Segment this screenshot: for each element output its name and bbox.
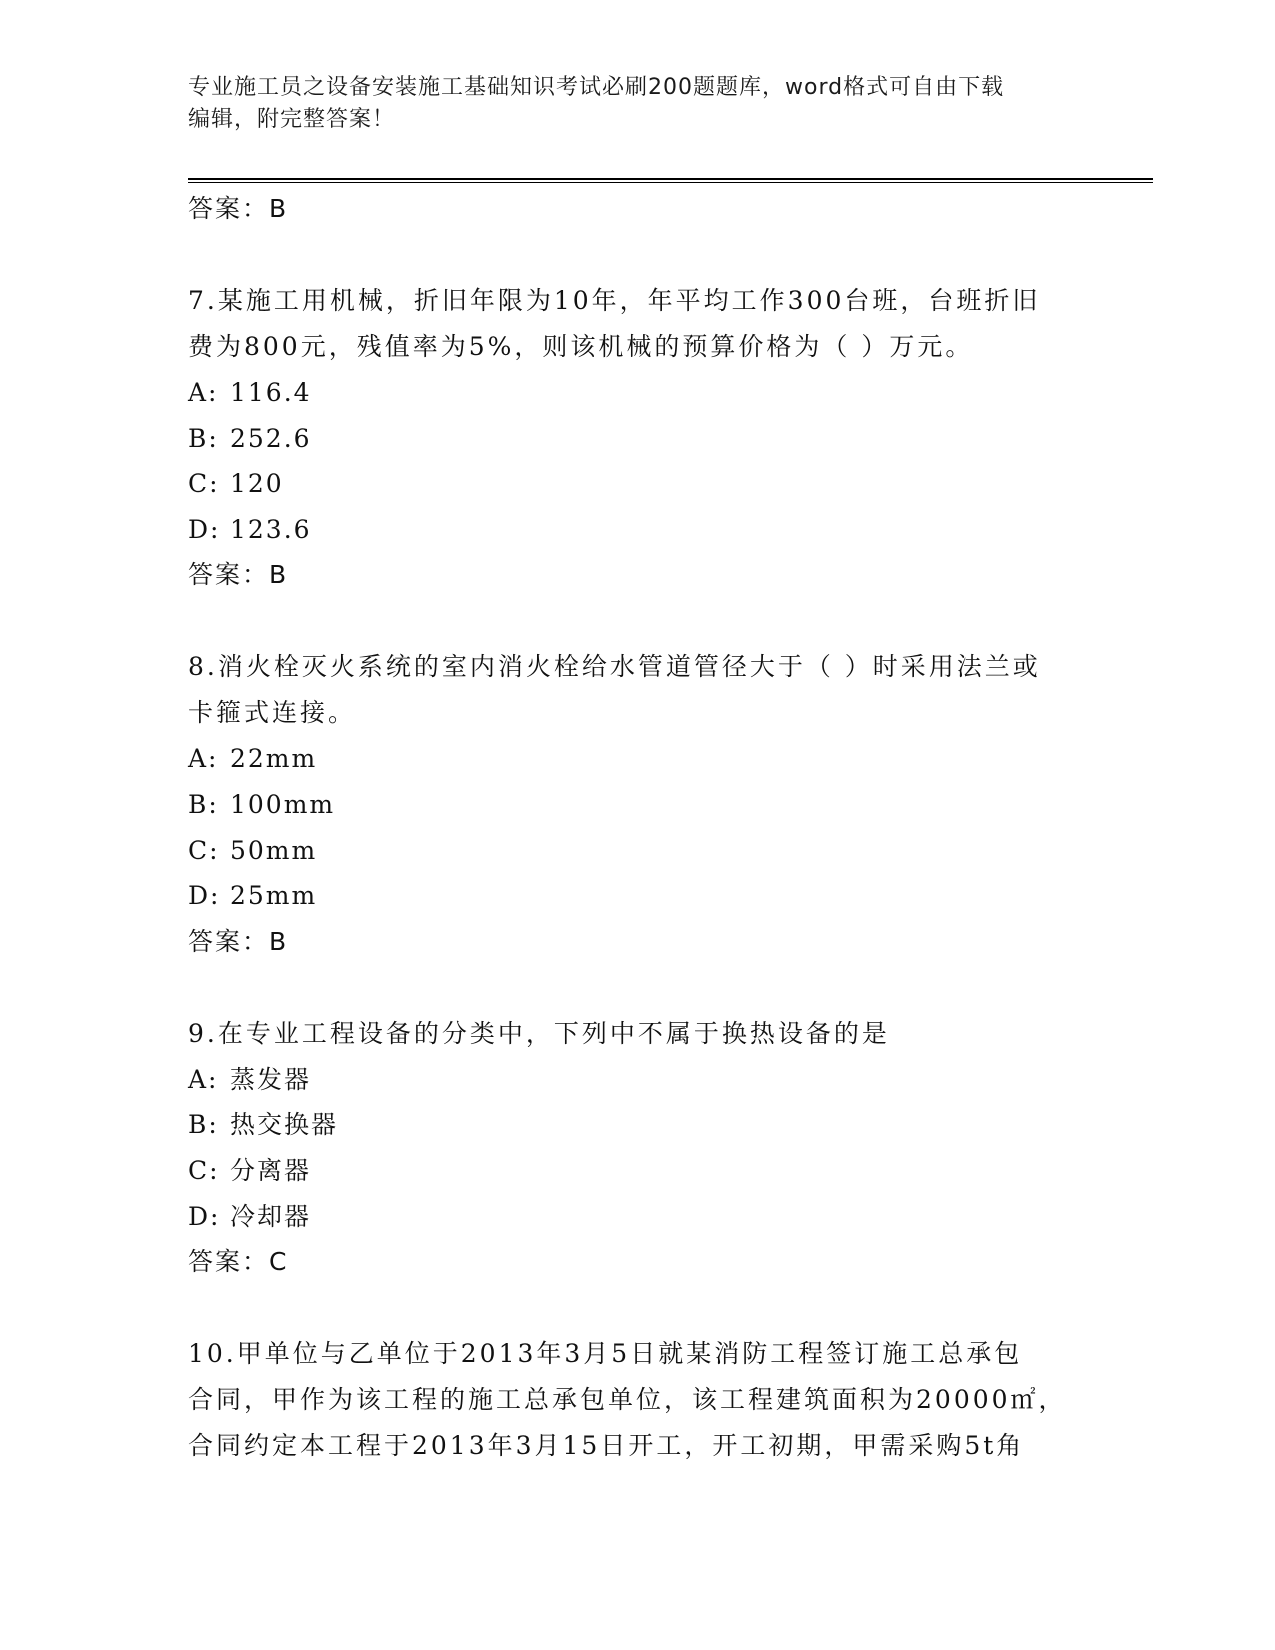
question-9 (188, 1011, 1088, 1285)
answer-line: 答案：B (188, 560, 289, 590)
answer-line: 答案：B (188, 926, 289, 956)
option-letter: D: (188, 1201, 221, 1231)
option-text: 123.6 (230, 514, 312, 544)
option-text: 100mm (230, 789, 336, 819)
option-text: 冷却器 (230, 1201, 312, 1231)
option-d (188, 873, 1088, 919)
option-d (188, 1194, 1088, 1240)
option-text: 分离器 (230, 1155, 312, 1185)
question-stem-line: 9.在专业工程设备的分类中，下列中不属于换热设备的是 (188, 1018, 890, 1048)
document-body (188, 186, 1088, 1469)
option-a (188, 370, 1088, 416)
page-header (188, 72, 1078, 136)
header-line-1: 专业施工员之设备安装施工基础知识考试必刷200题题库，word格式可自由下载 (188, 75, 1005, 100)
question-10 (188, 1331, 1088, 1469)
header-divider (188, 178, 1153, 183)
option-text: 25mm (230, 881, 318, 911)
question-stem-line: 10.甲单位与乙单位于2013年3月5日就某消防工程签订施工总承包 (188, 1339, 1023, 1369)
option-c (188, 828, 1088, 874)
option-d (188, 507, 1088, 553)
option-letter: C: (188, 469, 220, 499)
option-letter: B: (188, 789, 219, 819)
option-b (188, 1102, 1088, 1148)
option-text: 252.6 (230, 423, 312, 453)
answer-line: 答案：C (188, 1247, 289, 1277)
option-a (188, 736, 1088, 782)
option-text: 22mm (230, 744, 318, 774)
option-text: 蒸发器 (230, 1064, 312, 1094)
option-b (188, 416, 1088, 462)
option-letter: A: (188, 744, 219, 774)
option-letter: C: (188, 1155, 220, 1185)
question-stem-line: 8.消火栓灭火系统的室内消火栓给水管道管径大于（ ）时采用法兰或 (188, 652, 1041, 682)
header-line-2: 编辑，附完整答案！ (188, 107, 396, 132)
question-7 (188, 278, 1088, 598)
answer-line: 答案：B (188, 194, 289, 223)
question-stem-line: 合同，甲作为该工程的施工总承包单位，该工程建筑面积为20000㎡， (188, 1385, 1067, 1415)
option-b (188, 782, 1088, 828)
question-stem-line: 7.某施工用机械，折旧年限为10年，年平均工作300台班，台班折旧 (188, 286, 1041, 315)
question-stem-line: 卡箍式连接。 (188, 698, 357, 728)
option-c (188, 1148, 1088, 1194)
option-text: 热交换器 (230, 1110, 339, 1140)
option-a (188, 1057, 1088, 1103)
question-8 (188, 644, 1088, 964)
question-stem-line: 费为800元，残值率为5%，则该机械的预算价格为（ ）万元。 (188, 332, 974, 361)
option-letter: B: (188, 1110, 219, 1140)
option-letter: B: (188, 423, 219, 453)
option-letter: A: (188, 378, 219, 407)
option-letter: C: (188, 835, 220, 865)
option-text: 116.4 (230, 378, 312, 407)
option-text: 120 (230, 469, 284, 499)
option-c (188, 461, 1088, 507)
question-stem-line: 合同约定本工程于2013年3月15日开工，开工初期，甲需采购5t角 (188, 1431, 1025, 1461)
option-letter: D: (188, 514, 221, 544)
option-letter: D: (188, 881, 221, 911)
option-text: 50mm (230, 835, 318, 865)
option-letter: A: (188, 1064, 219, 1094)
